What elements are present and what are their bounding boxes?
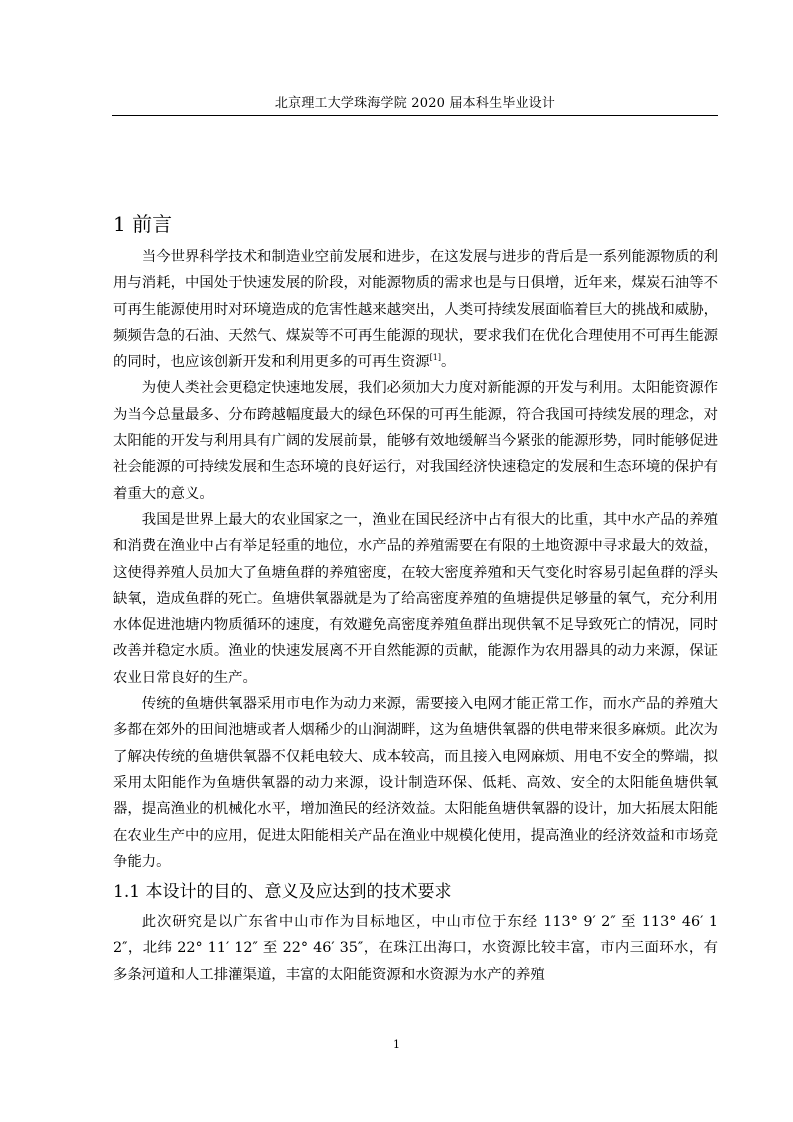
paragraph-1-text: 当今世界科学技术和制造业空前发展和进步，在这发展与进步的背后是一系列能源物质的利用与消耗，中国处于快速发展的阶段，对能源物质的需求也是与日俱增，近年来，煤炭石油等不可再生能源使用时对环境造成的危害性越来越突出，人类可持续发展面临着巨大的挑战和威胁，频频告急的石油、天然气、煤炭等不可再生能源的现状，要求我们在优化合理使用不可再生能源的同时，也应该创新开发和利用更多的可再生资源 xyxy=(113,249,718,371)
subsection-title: 1.1 本设计的目的、意义及应达到的技术要求 xyxy=(113,882,452,903)
paragraph-4: 传统的鱼塘供氧器采用市电作为动力来源，需要接入电网才能正常工作，而水产品的养殖大多都在郊外的田间池塘或者人烟稀少的山涧湖畔，这为鱼塘供氧器的供电带来很多麻烦。此次为了解决传统的鱼塘供氧器不仅耗电较大、成本较高，而且接入电网麻烦、用电不安全的弊端，拟采用太阳能作为鱼塘供氧器的动力来源，设计制造环保、低耗、高效、安全的太阳能鱼塘供氧器，提高渔业的机械化水平，增加渔民的经济效益。太阳能鱼塘供氧器的设计，加大拓展太阳能在农业生产中的应用，促进太阳能相关产品在渔业中规模化使用，提高渔业的经济效益和市场竞争能力。 xyxy=(113,696,718,870)
section-title: 1 前言 xyxy=(113,212,173,236)
paragraph-5: 此次研究是以广东省中山市作为目标地区，中山市位于东经 113° 9′ 2″ 至 113° 46′ 12″，北纬 22° 11′ 12″ 至 22° 46′ 35″，在珠江出海口，水资源比较丰富，市内三面环水，有多条河道和人工排灌渠道，丰富的太阳能资源和水资源为水产的养殖 xyxy=(113,914,718,983)
running-header: 北京理工大学珠海学院 2020 届本科生毕业设计 xyxy=(112,93,718,116)
page-content xyxy=(113,208,718,988)
paragraph-1 xyxy=(113,244,718,375)
paragraph-2: 为使人类社会更稳定快速地发展，我们必须加大力度对新能源的开发与利用。太阳能资源作为当今总量最多、分布跨越幅度最大的绿色环保的可再生能源，符合我国可持续发展的理念，对太阳能的开发与利用具有广阔的发展前景，能够有效地缓解当今紧张的能源形势，同时能够促进社会能源的可持续发展和生态环境的良好运行，对我国经济快速稳定的发展和生态环境的保护有着重大的意义。 xyxy=(113,380,718,502)
paragraph-3: 我国是世界上最大的农业国家之一，渔业在国民经济中占有很大的比重，其中水产品的养殖和消费在渔业中占有举足轻重的地位，水产品的养殖需要在有限的土地资源中寻求最大的效益，这使得养殖人员加大了鱼塘鱼群的养殖密度，在较大密度养殖和天气变化时容易引起鱼群的浮头缺氧，造成鱼群的死亡。鱼塘供氧器就是为了给高密度养殖的鱼塘提供足够量的氧气，充分利用水体促进池塘内物质循环的速度，有效避免高密度养殖鱼群出现供氧不足导致死亡的情况，同时改善并稳定水质。渔业的快速发展离不开自然能源的贡献，能源作为农用器具的动力来源，保证农业日常良好的生产。 xyxy=(113,511,718,686)
paragraph-1-end: 。 xyxy=(440,354,456,371)
page-number: 1 xyxy=(393,1038,400,1051)
citation-ref[interactable]: [1] xyxy=(429,353,441,363)
